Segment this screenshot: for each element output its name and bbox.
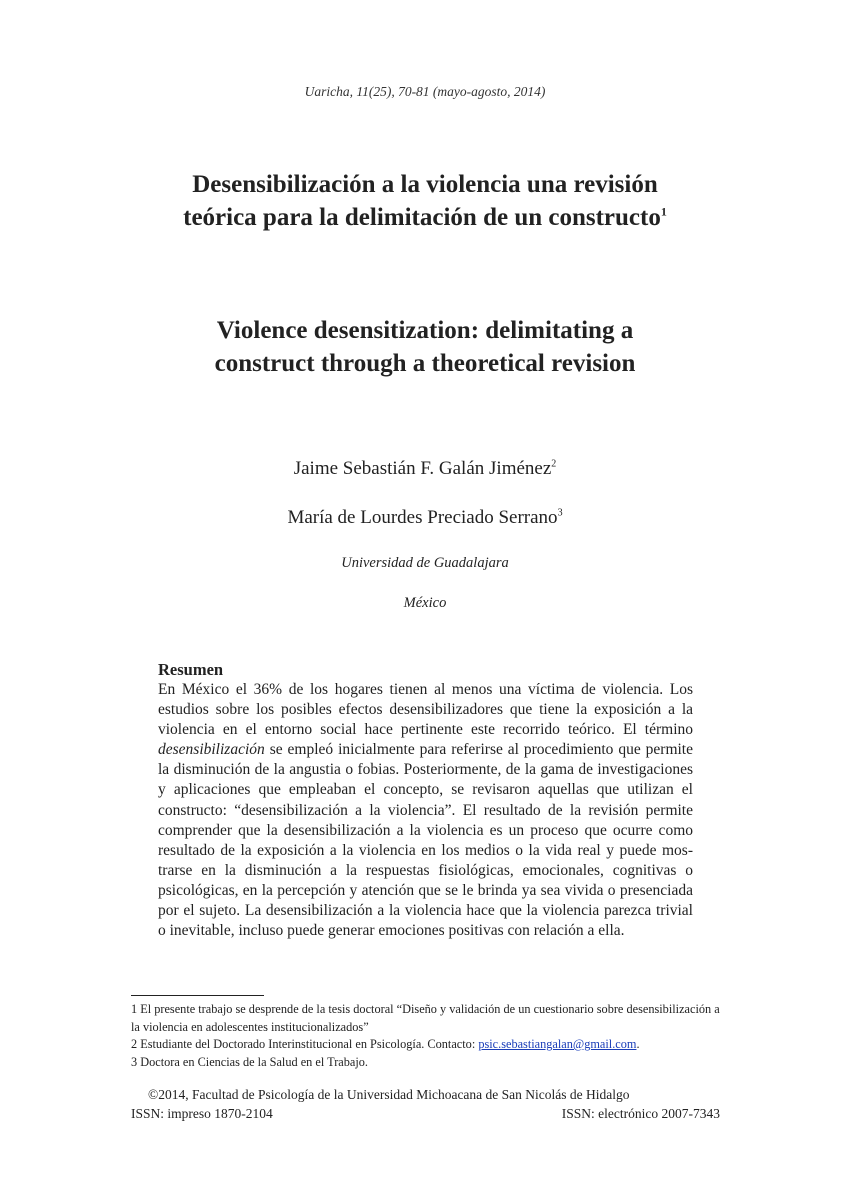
affiliation-institution: Universidad de Guadalajara — [341, 555, 509, 571]
footnote-separator — [131, 995, 264, 996]
title-footnote-mark[interactable]: 1 — [660, 204, 667, 219]
contact-email-link[interactable]: psic.sebastiangalan@gmail.com — [478, 1037, 637, 1051]
article-title-english: Violence desensitization: delimitating a construct through a theoretical revision — [214, 317, 636, 377]
running-head: Uaricha, 11(25), 70-81 (mayo-agosto, 2014) — [304, 84, 546, 99]
footnotes — [131, 1001, 731, 1071]
footnote-2-end: . — [636, 1037, 640, 1051]
footnote-2 — [131, 1036, 731, 1054]
footnote-1: 1 El presente trabajo se desprende de la tesis doctoral “Diseño y validación de un cuestionario sobre desensibilización a la violencia en adolescentes institucionalizados” — [131, 1002, 720, 1034]
abstract-text-part-1: En México el 36% de los hogares tienen al menos una víctima de violencia. Los estudios sobre los posibles efectos desensibilizadores que tiene la exposición a la violencia en el entorno social hace pertinente este recorrido teórico. El término — [158, 681, 693, 739]
author-2-footnote-mark[interactable]: 3 — [557, 507, 563, 519]
author-1 — [0, 458, 850, 480]
author-1-name: Jaime Sebastián F. Galán Jiménez — [293, 458, 552, 479]
article-title-spanish — [170, 168, 680, 234]
footnote-2-text: 2 Estudiante del Doctorado Interinstitucional en Psicología. Contacto: — [131, 1037, 479, 1051]
author-2-name: María de Lourdes Preciado Serrano — [287, 507, 558, 528]
issn-online: ISSN: electrónico 2007-7343 — [561, 1106, 720, 1121]
abstract-section — [158, 660, 693, 941]
abstract-body — [158, 680, 693, 941]
issn-print: ISSN: impreso 1870-2104 — [131, 1106, 273, 1121]
article-title-spanish-text: Desensibilización a la violencia una revisión teórica para la delimitación de un constructo — [183, 171, 661, 231]
affiliation-country: México — [403, 595, 447, 611]
author-1-footnote-mark[interactable]: 2 — [551, 458, 557, 470]
footnote-3: 3 Doctora en Ciencias de la Salud en el Trabajo. — [131, 1054, 368, 1069]
copyright-notice: ©2014, Facultad de Psicología de la Universidad Michoacana de San Nicolás de Hidalgo — [148, 1087, 630, 1102]
abstract-heading: Resumen — [158, 660, 224, 679]
abstract-emphasized-term: desensibilización — [158, 741, 265, 759]
author-2 — [0, 507, 850, 529]
abstract-text-part-2: se empleó inicialmente para referirse al procedimiento que permite la disminución de la angustia o fobias. Posteriormente, de la gama de investigaciones y aplicaciones que empleaban el concepto, se revisaron aquellas que utilizan el constructo: “desensibilización a la violencia”. El resultado de la revisión permite comprender que la desensibilización a la violencia es un proceso que ocurre como resultado de la exposición a la violencia en los medios o la vida real y puede mostrarse en la disminución a la respuestas fisiológicas, emocionales, cognitivas o psicológicas, en la percepción y atención que se le brinda ya sea vivida o presenciada por el sujeto. La desensibilización a la violencia hace que la violencia parezca trivial o inevitable, incluso puede generar emociones positivas con relación a ella. — [158, 741, 693, 940]
